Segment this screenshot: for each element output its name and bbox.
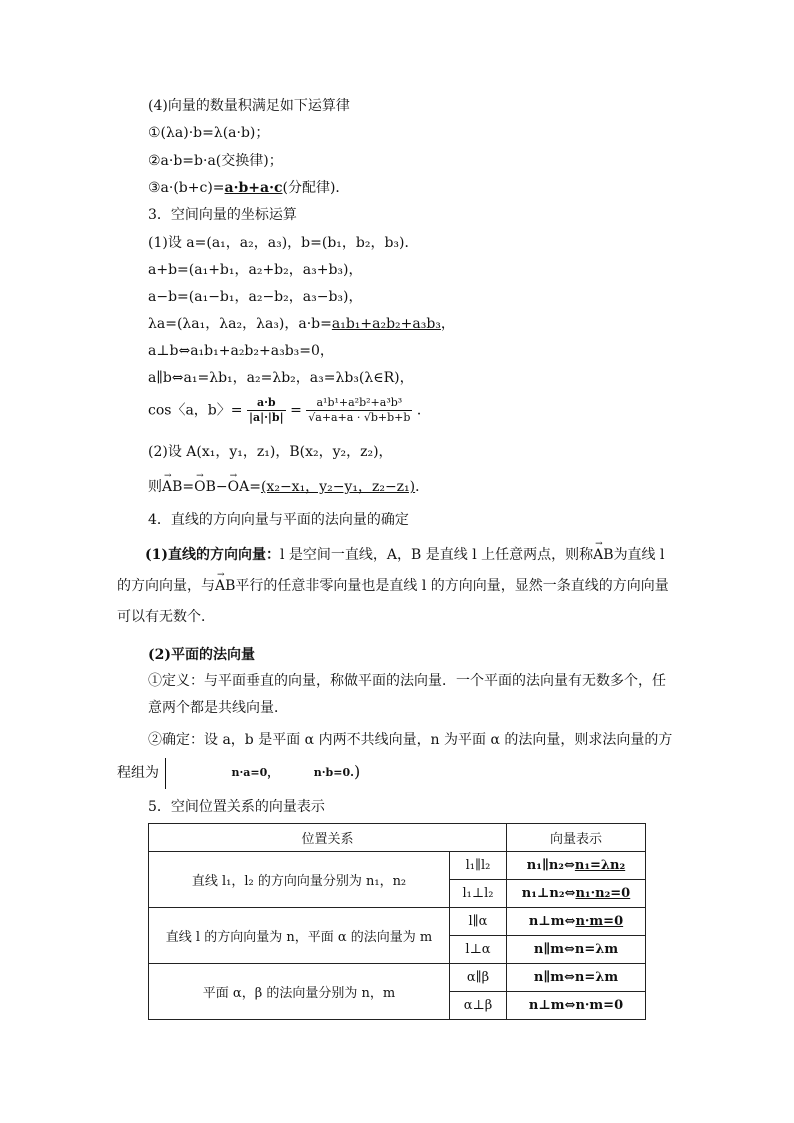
scalar-dot <box>148 314 455 334</box>
row-3-vec-1a: n∥m⇔n=λm <box>533 970 619 985</box>
equation-2: n·b=0. <box>313 766 354 779</box>
row-2-vec-2a: n∥m⇔n=λm <box>533 942 619 957</box>
cos-fraction-1 <box>247 396 286 425</box>
direction-vector-paragraph <box>117 540 677 633</box>
direction-vector-label: (1)直线的方向向量： <box>145 547 280 563</box>
section-3-title: 3．空间向量的坐标运算 <box>148 207 297 223</box>
vector-ab-parallel: → AB <box>215 571 235 602</box>
row-1-vec-2 <box>507 880 646 908</box>
row-2-desc: 直线 l 的方向向量为 n，平面 α 的法向量为 m <box>149 908 450 964</box>
row-2-vec-1 <box>507 908 646 936</box>
ab-vector-formula <box>148 477 429 497</box>
header-vector: 向量表示 <box>507 824 646 852</box>
row-3-vec-2a: n⊥m⇔n·m=0 <box>528 998 624 1013</box>
row-3-vec-2 <box>507 992 646 1020</box>
row-1-vec-1 <box>507 852 646 880</box>
cos-frac2-den: √a+a+a · √b+b+b <box>308 411 411 424</box>
law-3 <box>148 178 349 198</box>
vector-ab-direction: → AB <box>593 540 613 571</box>
row-2-vec-2 <box>507 936 646 964</box>
cos-frac1-num: a·b <box>247 396 286 411</box>
row-3-rel-2: α⊥β <box>450 992 507 1020</box>
row-1-desc: 直线 l₁，l₂ 的方向向量分别为 n₁，n₂ <box>149 852 450 908</box>
vector-ob: → OB <box>194 477 216 497</box>
cos-eq: = <box>290 402 302 419</box>
scalar-prefix: λa=(λa₁，λa₂，λa₃)，a·b= <box>148 316 332 332</box>
cos-frac1-den: |a|·|b| <box>248 411 284 424</box>
section-5-title: 5．空间位置关系的向量表示 <box>148 799 325 815</box>
section-3-p1: (1)设 a=(a₁，a₂，a₃)，b=(b₁，b₂，b₃)． <box>148 235 419 251</box>
row-2-vec-1b: n·m=0 <box>575 914 624 929</box>
vector-oa: → OA <box>228 477 250 497</box>
parallel-condition: a∥b⇔a₁=λb₁，a₂=λb₂，a₃=λb₃(λ∈R)， <box>148 370 414 386</box>
law-1: ①(λa)·b=λ(a·b)； <box>148 125 270 141</box>
perpendicular-condition: a⊥b⇔a₁b₁+a₂b₂+a₃b₃=0， <box>148 343 334 359</box>
determination-text: ②确定：设 a，b 是平面 α 内两不共线向量，n 为平面 α 的法向量，则求法向量的方程组为 <box>117 732 673 781</box>
direction-text-b: 为直线 l 的方向向量，与 <box>117 547 665 594</box>
position-relation-table <box>148 823 646 1020</box>
row-1-vec-2b: n₁·n₂=0 <box>575 886 631 901</box>
ab-eq1: = <box>182 479 195 495</box>
row-3-rel-1: α∥β <box>450 964 507 992</box>
cos-frac2-num: a¹b¹+a²b²+a³b³ <box>306 396 412 411</box>
row-1-vec-2a: n₁⊥n₂⇔ <box>521 886 576 901</box>
scalar-suffix: ， <box>440 316 455 332</box>
vector-sum: a+b=(a₁+b₁，a₂+b₂，a₃+b₃)， <box>148 262 363 278</box>
cosine-formula <box>148 396 431 425</box>
row-2-vec-1a: n⊥m⇔ <box>528 914 576 929</box>
row-2-rel-1: l∥α <box>450 908 507 936</box>
cos-fraction-2 <box>306 396 412 425</box>
section-4-title: 4．直线的方向向量与平面的法向量的确定 <box>148 512 409 528</box>
ab-prefix: 则 <box>148 479 162 495</box>
cos-label: cos〈a，b〉= <box>148 402 243 419</box>
cos-end: ． <box>416 402 431 419</box>
direction-text-a: l 是空间一直线，A，B 是直线 l 上任意两点，则称 <box>280 547 594 563</box>
ab-eq2: = <box>249 479 261 495</box>
equation-system <box>165 758 354 789</box>
ab-coordinates: (x₂−x₁，y₂−y₁，z₂−z₁) <box>260 479 416 495</box>
row-1-vec-1a: n₁∥n₂⇔ <box>526 858 575 873</box>
row-2-rel-2: l⊥α <box>450 936 507 964</box>
ab-minus: − <box>215 479 228 495</box>
section-3-p2: (2)设 A(x₁，y₁，z₁)，B(x₂，y₂，z₂)， <box>148 444 393 460</box>
vector-ab: → AB <box>162 477 182 497</box>
normal-determination: ②确定：设 a，b 是平面 α 内两不共线向量，n 为平面 α 的法向量，则求法向量的方程组为 n·a=0， n·b=0.) <box>117 725 677 789</box>
row-1-rel-1: l₁∥l₂ <box>450 852 507 880</box>
ab-end: ． <box>415 479 430 495</box>
normal-definition: ①定义：与平面垂直的向量，称做平面的法向量．一个平面的法向量有无数多个，任意两个都是共线向量． <box>148 673 666 716</box>
laws-heading: (4)向量的数量积满足如下运算律 <box>148 98 350 114</box>
law-3-underlined: a·b+a·c <box>224 180 283 196</box>
vector-diff: a−b=(a₁−b₁，a₂−b₂，a₃−b₃)， <box>148 289 363 305</box>
law-3-suffix: (分配律)． <box>282 180 350 196</box>
row-3-vec-1 <box>507 964 646 992</box>
header-relation: 位置关系 <box>149 824 507 852</box>
dot-product-formula: a₁b₁+a₂b₂+a₃b₃ <box>331 316 441 332</box>
normal-vector-label: (2)平面的法向量 <box>148 647 255 663</box>
row-1-vec-1b: n₁=λn₂ <box>574 858 626 873</box>
equation-1: n·a=0， <box>231 766 279 779</box>
row-1-rel-2: l₁⊥l₂ <box>450 880 507 908</box>
law-2: ②a·b=b·a(交换律)； <box>148 153 283 169</box>
direction-text-c: 平行的任意非零向量也是直线 l 的方向向量，显然一条直线的方向向量可以有无数个． <box>117 578 669 625</box>
row-3-desc: 平面 α，β 的法向量分别为 n，m <box>149 964 450 1020</box>
law-3-prefix: ③a·(b+c)= <box>148 180 225 196</box>
